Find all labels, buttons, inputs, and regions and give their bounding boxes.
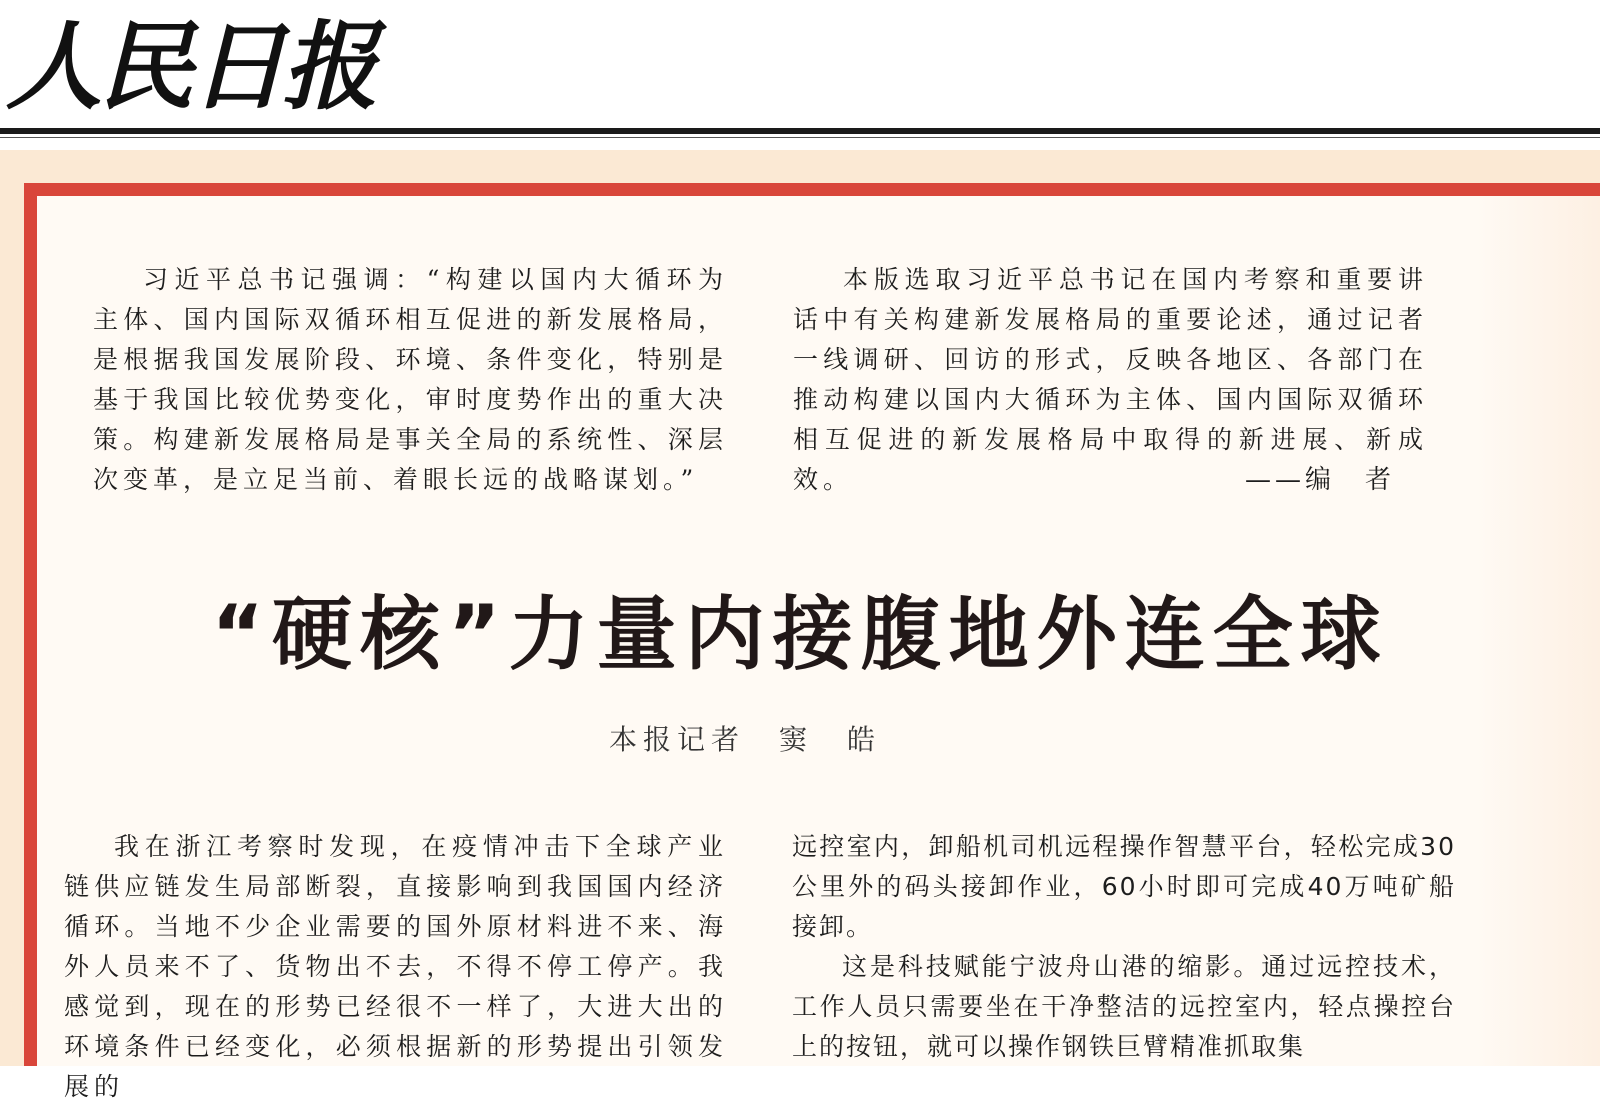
- editor-note-text: 本版选取习近平总书记在国内考察和重要讲话中有关构建新发展格局的重要论述，通过记者一线调研、回访的形式，反映各地区、各部门在推动构建以国内大循环为主体、国内国际双循环相互促进的新发展格局中取得的新进展、新成效。: [793, 265, 1428, 494]
- masthead-rule: [0, 128, 1600, 134]
- intro-quote: [93, 260, 728, 500]
- article-paragraph: 这是科技赋能宁波舟山港的缩影。通过远控技术，工作人员只需要坐在干净整洁的远控室内，轻点操控台上的按钮，就可以操作钢铁巨臂精准抓取集: [792, 952, 1456, 1061]
- article-paragraph: 远控室内，卸船机司机远程操作智慧平台，轻松完成30公里外的码头接卸作业，60小时即可完成40万吨矿船接卸。: [792, 832, 1456, 941]
- masthead-thin-rule: [0, 137, 1600, 138]
- article-headline: “硬核”力量内接腹地外连全球: [211, 588, 1389, 681]
- editor-signature: ——编 者: [1245, 465, 1396, 495]
- article-paragraph: 我在浙江考察时发现，在疫情冲击下全球产业链供应链发生局部断裂，直接影响到我国国内经济循环。当地不少企业需要的国外原材料进不来、海外人员来不了、货物出不去，不得不停工停产。我感觉到，现在的形势已经很不一样了，大进大出的环境条件已经变化，必须根据新的形势提出引领发展的: [64, 832, 728, 1101]
- newspaper-logo: 人民日报: [6, 10, 374, 123]
- article-body-right: [792, 827, 1456, 1067]
- article-body-left: [64, 827, 728, 1107]
- masthead: [0, 0, 1600, 132]
- article-byline: 本报记者 窦 皓: [608, 723, 881, 756]
- intro-quote-text: 习近平总书记强调：“构建以国内大循环为主体、国内国际双循环相互促进的新发展格局，是根据我国发展阶段、环境、条件变化，特别是基于我国比较优势变化，审时度势作出的重大决策。构建新发展格局是事关全局的系统性、深层次变革，是立足当前、着眼长远的战略谋划。”: [93, 265, 728, 494]
